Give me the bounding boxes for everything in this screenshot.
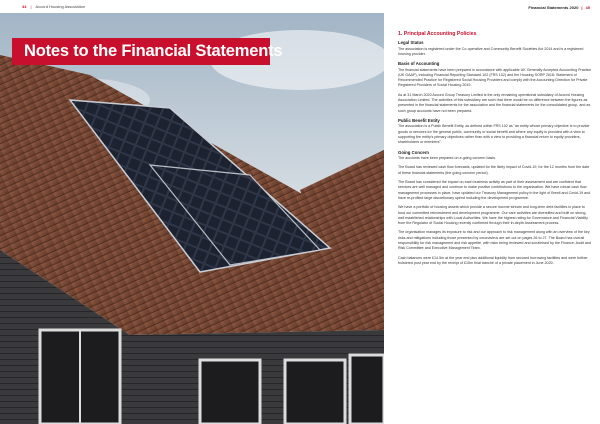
right-page <box>384 0 600 424</box>
paragraph: The financial statements have been prepared in accordance with applicable UK Generally Accepted Accounting Practice (UK GAAP), including Financial Reporting Standard 102 (FRS 102) and the Housing SORP 2018: Statement of Recommended Practice for Registered Social Housing Providers and comply with the Accounting Direction for Private Registered Providers of Social Housing 2019. <box>398 67 592 88</box>
paragraph: The Board has considered the impact on each business activity as part of their assessment and are confident that services are well managed and continue to make positive contributions to the organisation. We have robust cash flow management processes in place, have updated our Treasury Management policy in the light of Brexit and Covid-19 and have re-profiled large discretionary spend including the development programme. <box>398 180 591 200</box>
header-separator: | <box>30 4 32 9</box>
paragraph: The association is a Public Benefit Entity, as defined within FRS 102 as "an entity whose primary objective is to provide goods or services for the general public, community or social benefit and where any equity is provided with a view to supporting the entity's primary objectives rather than with a view to providing a financial return to equity providers, shareholders or members". <box>398 124 590 145</box>
paragraph: Cash balances were £14.5m at the year end plus additional liquidity from secured borrowing facilities and were further bolstered post year end by the receipt of £15m final tranche of a private placement in June 2020. <box>398 255 588 265</box>
right-page-number: 45 <box>585 5 590 10</box>
right-running-title: Financial Statements 2020 <box>528 5 579 10</box>
paragraph: The Board has reviewed cash flow forecasts, updated for the likely impact of Covid-19, for the 12 months from the date of these financial statements (the going concern period). <box>398 165 590 175</box>
paragraph: The organisation manages its exposure to risk and our approach to risk management along with an overview of the key risks and mitigations including those presented by coronavirus are set out on pages 26 to 27. The Board has overall responsibility for risk management and risk appetite, with risks being reviewed and scrutinised by the Finance, Audit and Risk Committee and Executive Management Team. <box>398 230 592 251</box>
subhead: Legal Status <box>398 40 424 45</box>
paragraph: As at 31 March 2020 Accord Group Treasury Limited is the only remaining operational subsidiary of Accord Housing Association Limited. The activities of this subsidiary are such that there would be no difference between the figures as presented in the financial statements for the association and the financial statements for the consolidated group, and as such group accounts have not been prepared. <box>398 92 591 113</box>
paragraph: We have a portfolio of housing assets which provide a secure income stream and long-term debt facilities in place to fund our committed reinvestment and development programme. Our care activities are diversified and built on strong, well established relationships with Local Authorities. We have the highest rating for Governance and Financial Viability from the Regulator of Social Housing recently confirmed through their in-depth Assessment process. <box>398 205 588 226</box>
block-public-benefit-entity <box>398 118 592 146</box>
left-page-header <box>0 0 384 13</box>
section-heading: 1. Principal Accounting Policies <box>398 31 477 37</box>
left-running-title: Accord Housing Association <box>35 4 86 9</box>
paragraph: The association is registered under the Co-operative and Community Benefit Societies Act 2014 and is a registered housing provider. <box>398 46 584 56</box>
page-title: Notes to the Financial Statements <box>24 42 283 60</box>
block-going-concern <box>398 150 592 267</box>
block-legal-status <box>398 40 592 57</box>
right-page-header <box>528 5 590 10</box>
subhead: Going Concern <box>398 149 430 155</box>
paragraph: The accounts have been prepared on a going concern basis. <box>398 156 496 161</box>
header-separator: | <box>581 5 583 10</box>
subhead: Basis of Accounting <box>398 61 440 67</box>
notes-content <box>398 31 592 270</box>
left-page-number: 44 <box>22 4 27 9</box>
title-banner <box>12 38 283 65</box>
block-basis-of-accounting <box>398 61 592 114</box>
subhead: Public Benefit Entity <box>398 117 440 123</box>
